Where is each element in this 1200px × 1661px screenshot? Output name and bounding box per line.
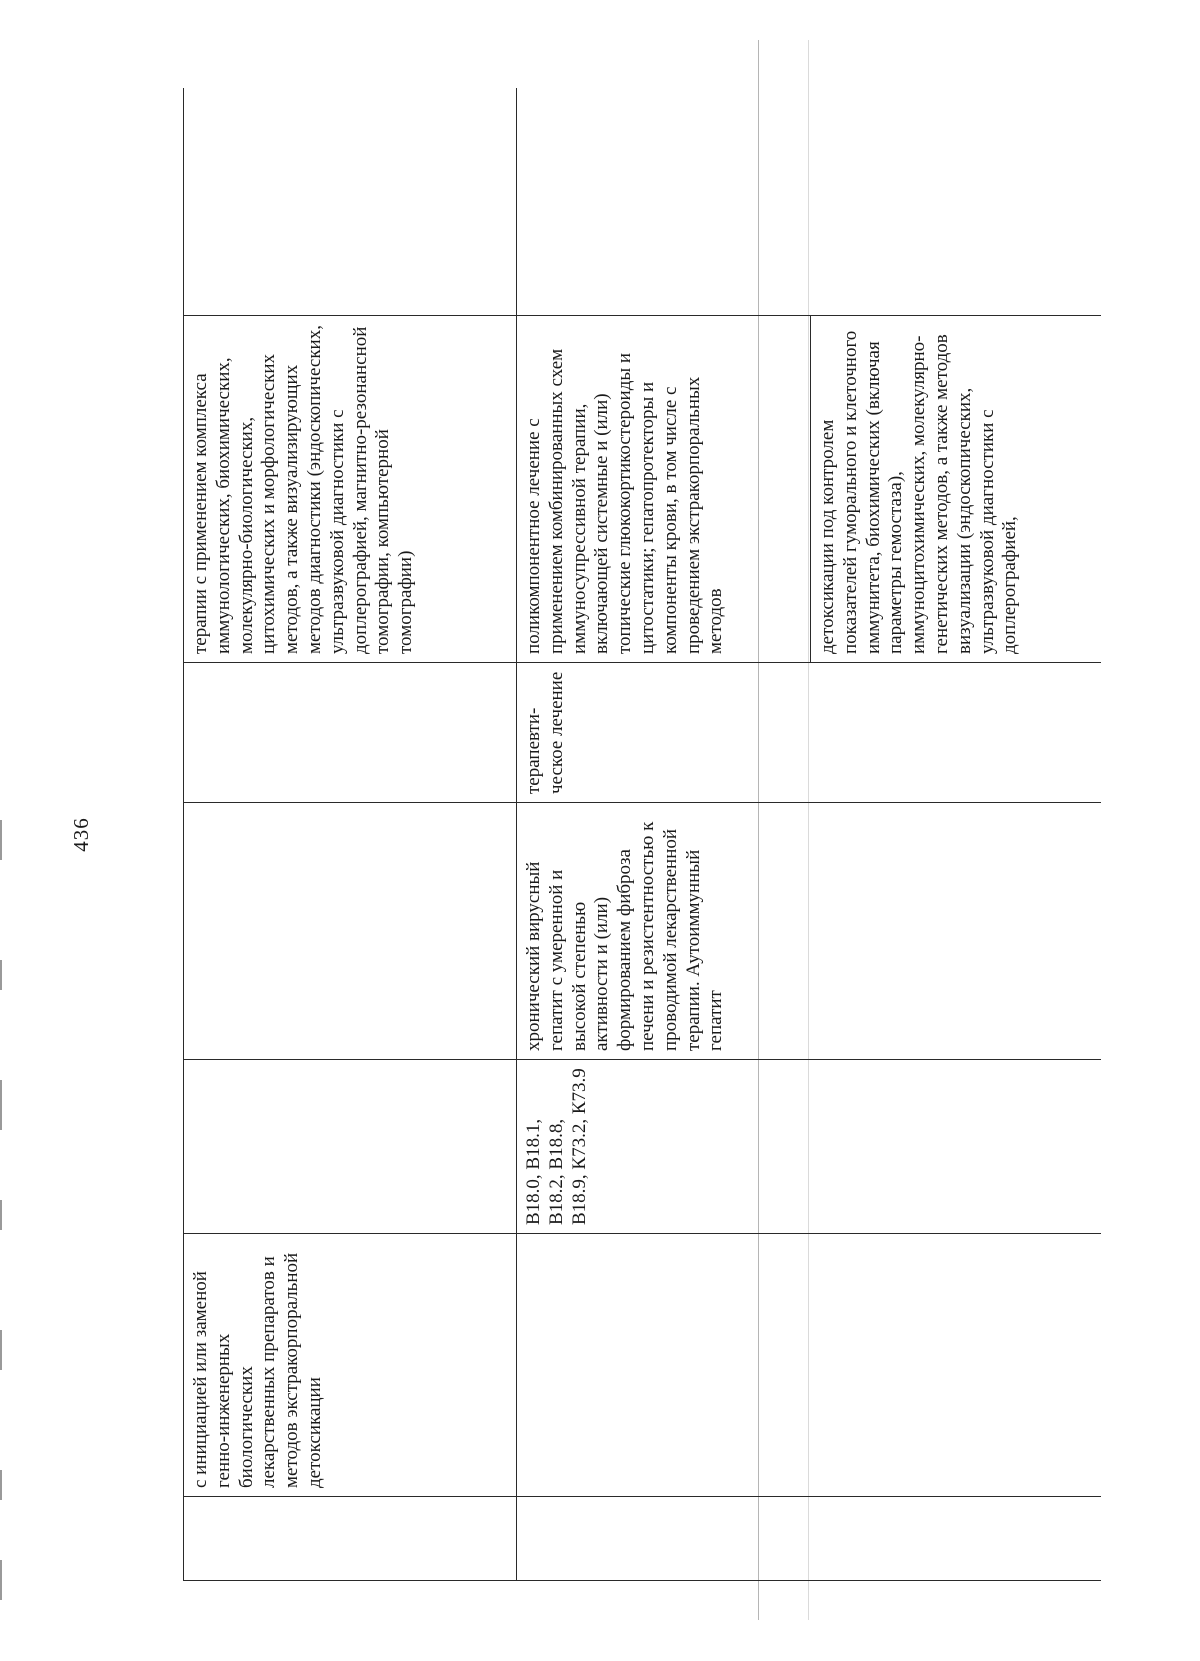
table-cell: [184, 1497, 517, 1581]
table-cell: [184, 316, 517, 663]
scan-edge-mark: [0, 1200, 2, 1230]
scan-edge-mark: [0, 820, 2, 860]
table-cell: [517, 1497, 1102, 1581]
treatment-method-continued-cell: [811, 316, 1102, 663]
diagnosis-cell: [517, 803, 1102, 1060]
page-number: 436: [68, 817, 93, 852]
cell-text: терапии с применением комплекса иммунологических, биохимических, молекулярно-биологических, цитохимических и морфологических методов, а также визуализирующих методов диагностики (эндоскопических, ультразвуковой диагностики с доплерографией, магнитно-резонансной томографии, компьютерной томографии): [190, 325, 417, 654]
table-cell: [184, 88, 517, 316]
scan-edge-mark: [0, 1330, 2, 1370]
table-cell: [184, 663, 517, 803]
cell-text: хронический вирусный гепатит с умеренной и высокой степенью активности и (или) формированием фиброза печени и резистентностью к проводимой лекарственной терапии. Аутоиммунный гепатит: [523, 821, 727, 1051]
scan-edge-mark: [0, 1080, 2, 1130]
scan-edge-mark: [0, 960, 2, 990]
table-viewport: [183, 88, 1101, 1581]
table-cell: [184, 1234, 517, 1497]
table-cell: [517, 88, 1102, 316]
table-row: [184, 88, 517, 1581]
cell-text: детоксикации под контролем показателей гуморального и клеточного иммунитета, биохимических (включая параметры гемостаза), иммуноцитохимических, молекулярно-генетических методов, а также методов визуализации (эндоскопических, ультразвуковой диагностики с доплерографией,: [817, 330, 1021, 654]
cell-text: поликомпонентное лечение с применением комбинированных схем иммуносупрессивной терапии, включающей системные и (или) топические глюкокортикостероиды и цитостатики; гепатопротекторы и компоненты крови, в том числе с проведением экстракорпоральных методов: [523, 348, 727, 654]
treatment-type-cell: [517, 663, 1102, 803]
cell-text: терапевти-ческое лечение: [523, 671, 567, 794]
scan-edge-mark: [0, 1470, 2, 1500]
cell-text: В18.0, В18.1, В18.2, В18.8, В18.9, К73.2, К73.9: [523, 1068, 590, 1225]
table-cell: [184, 1060, 517, 1234]
cell-text: с инициацией или заменой генно-инженерных биологических лекарственных препаратов и методов экстракорпоральной детоксикации: [190, 1252, 325, 1488]
rotated-page-content: [183, 88, 1101, 1581]
medical-care-table: [183, 88, 1101, 1581]
treatment-method-cell: [517, 316, 811, 663]
table-cell: [517, 1234, 1102, 1497]
table-cell: [184, 803, 517, 1060]
table-row: [517, 88, 811, 1581]
scan-edge-mark: [0, 1560, 2, 1600]
icd-codes-cell: [517, 1060, 1102, 1234]
